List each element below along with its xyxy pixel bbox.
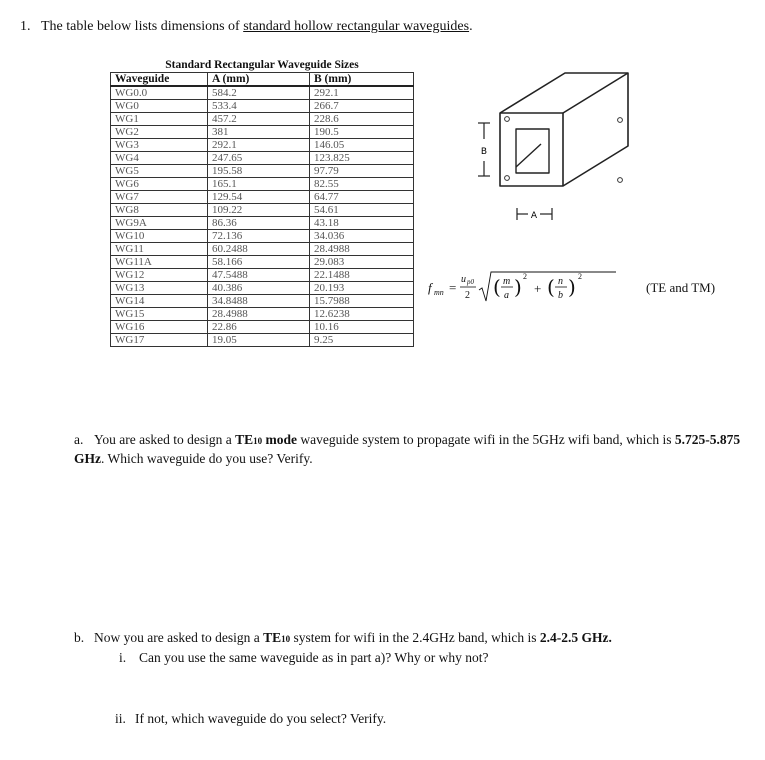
b-cell: 82.55: [310, 178, 414, 191]
b-cell: 29.083: [310, 256, 414, 269]
a-cell: 34.8488: [208, 295, 310, 308]
waveguide-cell: WG7: [111, 191, 208, 204]
question-intro: The table below lists dimensions of: [41, 19, 244, 34]
a-cell: 58.166: [208, 256, 310, 269]
question-number: 1.: [20, 19, 31, 34]
cutoff-frequency-formula: [428, 268, 638, 308]
table-row: [111, 308, 414, 321]
waveguide-top-edge: [563, 73, 628, 113]
table-row: [111, 139, 414, 152]
b-cell: 54.61: [310, 204, 414, 217]
a-cell: 19.05: [208, 334, 310, 347]
table-caption: Standard Rectangular Waveguide Sizes: [165, 59, 359, 71]
part-b-text-1: Now you are asked to design a: [94, 630, 264, 645]
table-row: [111, 217, 414, 230]
part-b-te-sub: 10: [281, 634, 291, 644]
waveguides-link-text: standard hollow rectangular waveguides: [243, 19, 470, 34]
question-title: [20, 19, 473, 35]
waveguide-diagram: [470, 68, 640, 238]
waveguide-cell: WG8: [111, 204, 208, 217]
b-cell: 20.193: [310, 282, 414, 295]
part-b-ii-text: If not, which waveguide do you select? Verify.: [135, 711, 387, 726]
waveguide-cell: WG14: [111, 295, 208, 308]
formula-b: b: [558, 290, 563, 301]
formula-n: n: [558, 276, 563, 287]
dimension-b-label: B: [480, 147, 488, 157]
part-b-te-text: TE: [263, 630, 282, 645]
waveguide-cell: WG4: [111, 152, 208, 165]
waveguide-cell: WG1: [111, 113, 208, 126]
svg-text:): ): [514, 275, 522, 299]
part-b: [74, 629, 744, 648]
a-cell: 40.386: [208, 282, 310, 295]
b-cell: 34.036: [310, 230, 414, 243]
part-b-i-text: Can you use the same waveguide as in part a)? Why or why not?: [139, 650, 489, 665]
header-b: B (mm): [310, 73, 414, 87]
part-a: [74, 431, 744, 467]
dimension-a-label: A: [530, 211, 538, 221]
a-cell: 129.54: [208, 191, 310, 204]
part-a-band: 5.725-5.875 GHz: [74, 432, 741, 466]
corner-marker-top-right: [618, 118, 623, 123]
question-intro-end: .: [469, 19, 473, 34]
b-cell: 10.16: [310, 321, 414, 334]
waveguide-cell: WG13: [111, 282, 208, 295]
a-cell: 47.5488: [208, 269, 310, 282]
table-row: [111, 191, 414, 204]
b-cell: 292.1: [310, 86, 414, 100]
a-cell: 584.2: [208, 86, 310, 100]
table-row: [111, 230, 414, 243]
waveguide-cell: WG3: [111, 139, 208, 152]
a-cell: 292.1: [208, 139, 310, 152]
part-b-i: [119, 650, 489, 666]
b-cell: 9.25: [310, 334, 414, 347]
header-a: A (mm): [208, 73, 310, 87]
waveguide-cell: WG0: [111, 100, 208, 113]
part-b-te: [263, 630, 290, 645]
formula-note: (TE and TM): [646, 280, 716, 295]
formula-equals: =: [449, 280, 457, 295]
part-b-i-label: i.: [119, 650, 127, 665]
table-row: [111, 165, 414, 178]
corner-marker-bottom-right: [618, 178, 623, 183]
svg-text:(: (: [493, 275, 501, 299]
header-waveguide: Waveguide: [111, 73, 208, 87]
a-cell: 381: [208, 126, 310, 139]
part-a-text-1: You are asked to design a: [94, 432, 236, 447]
a-cell: 22.86: [208, 321, 310, 334]
table-row: [111, 178, 414, 191]
waveguide-cell: WG6: [111, 178, 208, 191]
corner-marker-bottom-left: [505, 176, 510, 181]
table-header-row: [111, 73, 414, 87]
a-cell: 60.2488: [208, 243, 310, 256]
formula-two: 2: [465, 290, 470, 301]
b-cell: 22.1488: [310, 269, 414, 282]
table-row: [111, 152, 414, 165]
table-row: [111, 334, 414, 347]
a-cell: 109.22: [208, 204, 310, 217]
waveguide-table: [110, 59, 414, 347]
part-b-text-2: system for wifi in the 2.4GHz band, which is: [290, 630, 540, 645]
a-cell: 72.136: [208, 230, 310, 243]
waveguide-cell: WG2: [111, 126, 208, 139]
formula-u: u: [461, 274, 466, 285]
formula-exp-2: 2: [578, 272, 582, 281]
a-cell: 28.4988: [208, 308, 310, 321]
formula-exp-1: 2: [523, 272, 527, 281]
part-b-label: b.: [74, 630, 85, 645]
formula-a: a: [504, 290, 509, 301]
waveguide-cell: WG17: [111, 334, 208, 347]
table-row: [111, 113, 414, 126]
part-a-text-3: . Which waveguide do you use? Verify.: [101, 451, 313, 466]
corner-marker-top-left: [505, 117, 510, 122]
a-cell: 457.2: [208, 113, 310, 126]
formula-f: f: [428, 280, 432, 295]
waveguide-table-wrap: [110, 59, 414, 347]
waveguide-cell: WG16: [111, 321, 208, 334]
table-row: [111, 295, 414, 308]
a-cell: 195.58: [208, 165, 310, 178]
b-cell: 28.4988: [310, 243, 414, 256]
waveguide-cell: WG10: [111, 230, 208, 243]
b-cell: 97.79: [310, 165, 414, 178]
table-row: [111, 321, 414, 334]
part-b-band: 2.4-2.5 GHz.: [539, 630, 612, 645]
b-cell: 64.77: [310, 191, 414, 204]
table-row: [111, 100, 414, 113]
part-b-ii-label: ii.: [115, 711, 126, 726]
a-cell: 86.36: [208, 217, 310, 230]
formula-f-sub: mn: [434, 288, 444, 297]
part-a-label: a.: [74, 432, 84, 447]
table-row: [111, 243, 414, 256]
waveguide-front-face-edge: [500, 113, 563, 186]
b-cell: 190.5: [310, 126, 414, 139]
waveguide-cell: WG11A: [111, 256, 208, 269]
b-cell: 43.18: [310, 217, 414, 230]
table-row: [111, 204, 414, 217]
a-cell: 533.4: [208, 100, 310, 113]
b-cell: 12.6238: [310, 308, 414, 321]
formula-plus: +: [534, 281, 542, 296]
table-body: [111, 86, 414, 347]
part-a-te: [235, 432, 297, 447]
b-cell: 15.7988: [310, 295, 414, 308]
table-row: [111, 86, 414, 100]
part-a-te-text: TE: [235, 432, 254, 447]
b-cell: 123.825: [310, 152, 414, 165]
waveguide-cell: WG12: [111, 269, 208, 282]
b-cell: 266.7: [310, 100, 414, 113]
waveguide-cell: WG0.0: [111, 86, 208, 100]
part-b-ii: [115, 711, 386, 727]
table-row: [111, 126, 414, 139]
svg-text:(: (: [547, 275, 555, 299]
part-a-te-sub: 10: [253, 436, 263, 446]
b-cell: 146.05: [310, 139, 414, 152]
a-cell: 165.1: [208, 178, 310, 191]
formula-m: m: [503, 276, 511, 287]
waveguide-cell: WG9A: [111, 217, 208, 230]
table-row: [111, 269, 414, 282]
table-row: [111, 282, 414, 295]
b-cell: 228.6: [310, 113, 414, 126]
part-a-text-2: waveguide system to propagate wifi in the 5GHz wifi band, which is: [297, 432, 675, 447]
table-row: [111, 256, 414, 269]
svg-text:): ): [568, 275, 576, 299]
waveguide-cell: WG15: [111, 308, 208, 321]
formula-u-sub: p0: [467, 278, 474, 286]
waveguide-cell: WG11: [111, 243, 208, 256]
waveguide-aperture-diagonal: [516, 144, 541, 167]
waveguide-cell: WG5: [111, 165, 208, 178]
a-cell: 247.65: [208, 152, 310, 165]
part-a-mode: mode: [262, 432, 297, 447]
